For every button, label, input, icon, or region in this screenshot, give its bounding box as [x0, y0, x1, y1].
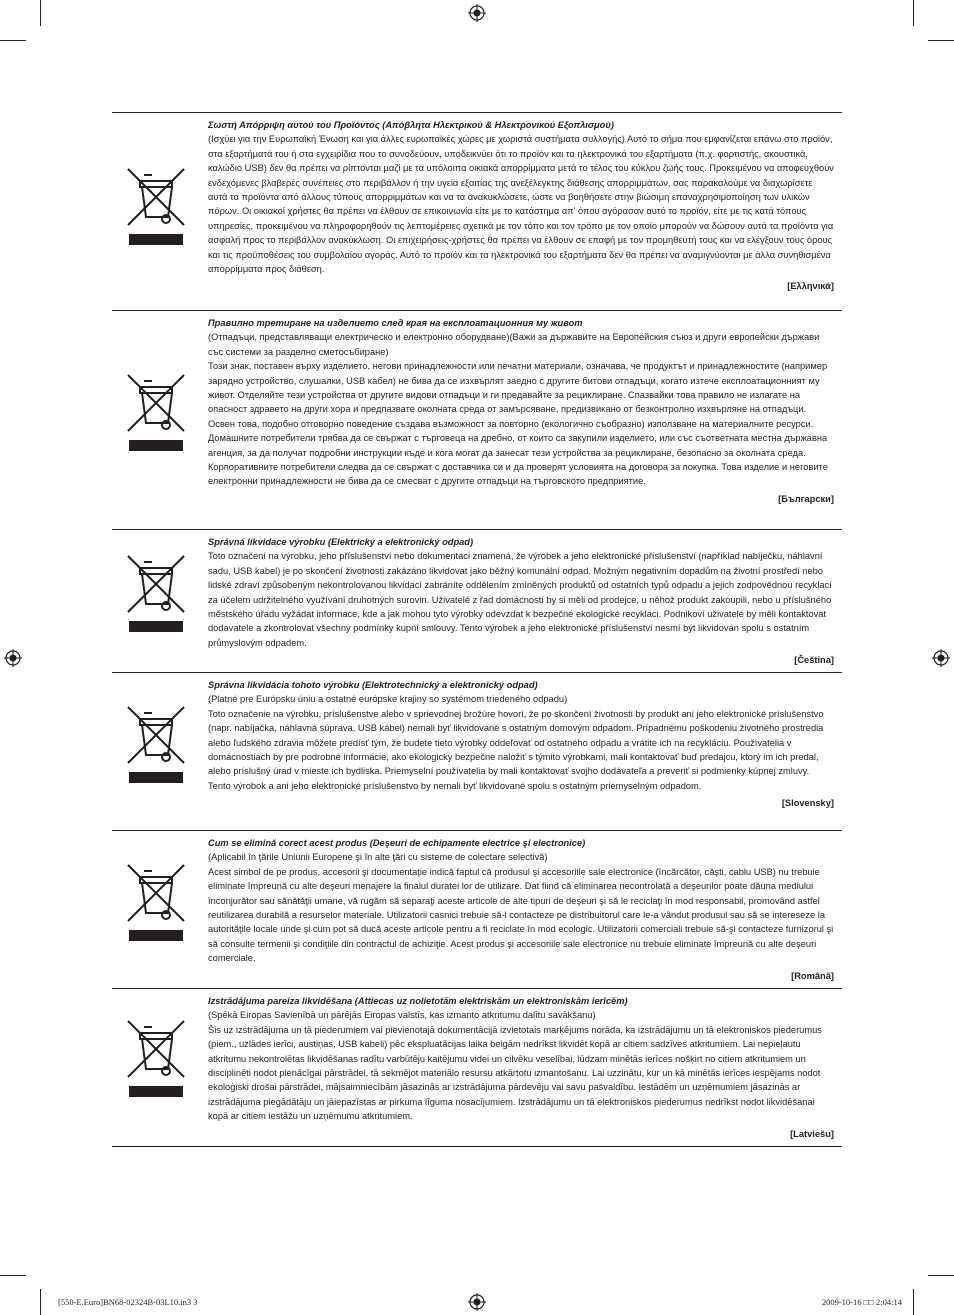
crossed-out-wheelie-bin-icon — [124, 165, 188, 229]
section-text — [208, 311, 842, 489]
crossed-out-wheelie-bin-icon — [124, 703, 188, 767]
crop-mark — [913, 1289, 914, 1315]
weee-icon — [124, 165, 188, 245]
weee-icon — [124, 703, 188, 783]
registration-mark-icon — [468, 4, 486, 22]
weee-icon — [124, 1017, 188, 1097]
black-bar — [129, 234, 183, 245]
section-body: (Ισχύει για την Ευρωπαϊκή Ένωση και για άλλες ευρωπαϊκές χώρες με χωριστά συστήματα συλλογής) Αυτό το σήμα που εμφανίζεται επάνω στο προϊόν, στα εξαρτήματά του ή στα εγχειρίδια που το συνοδεύουν, υποδεικνύει ότι το προϊόν και τα ηλεκτρονικά του εξαρτήματα (π.χ. φορτιστής, ακουστικά, καλώδιο USB) δεν θα πρέπει να ρίπτονται μαζί με τα υπόλοιπα οικιακά απορρίμματα μετά το τέλος του κύκλου ζωής τους. Προκειμένου να αποφευχθούν ενδεχόμενες βλαβερές συνέπειες στο περιβάλλον ή την υγεία εξαιτίας της ανεξέλεγκτης διάθεσης απορριμμάτων, σας παρακαλούμε να διαχωρίσετε αυτά τα προϊόντα από άλλους τύπους απορριμμάτων και να τα ανακυκλώσετε, ώστε να βοηθήσετε στην βιώσιμη επαναχρησιμοποίηση των υλικών πόρων. Οι οικιακοί χρήστες θα πρέπει να έλθουν σε επικοινωνία είτε με το κατάστημα απ' όπου αγόρασαν αυτό το προϊόν, είτε με τις κατά τόπους υπηρεσίες, προκειμένου να πληροφορηθούν τις λεπτομέρειες σχετικά με τον τόπο και τον τρόπο με τον οποίο μπορούν να δώσουν αυτά τα προϊόντα για ασφαλή προς το περιβάλλον ανακύκλωση. Οι επιχειρήσεις-χρήστες θα πρέπει να έλθουν σε επαφή με τον προμηθευτή τους και να ελέγξουν τους όρους και τις προϋποθέσεις του συμβολαίου αγοράς. Αυτό το προϊόν και τα ηλεκτρονικά του εξαρτήματα δεν θα πρέπει να αναμιγνύονται με άλλα συνηθισμένα απορρίμματα προς διάθεση. — [208, 134, 834, 275]
section-romanian — [112, 831, 842, 989]
registration-mark-icon — [932, 649, 950, 667]
section-text — [208, 113, 842, 276]
section-body-2: Toto označenie na výrobku, príslušenstve alebo v sprievodnej brožúre hovorí, že po skončení životnosti by produkt ani jeho elektronické príslušenstvo (napr. nabíjačka, náhlavná súprava, USB kábel) nemali byť likvidované s ostatným domovým odpadom. Prípadnému poškodeniu životného prostredia alebo ľudského zdravia môžete predísť tým, že budete tieto výrobky oddeľovať od ostatného odpadu a vrátite ich na recykláciu. Používatelia v domácnostiach by pre podrobné informácie, ako ekologicky bezpečne naložiť s týmito výrobkami, mali kontaktovať buď predajcu, ktorý im ich predal, alebo príslušný úrad v mieste ich bydliska. Priemyselní používatelia by mali kontaktovať svojho dodávateľa a preveriť si podmienky kúpnej zmluvy. Tento výrobok a ani jeho elektronické príslušenstvo by nemali byť likvidované spolu s ostatným priemyselným odpadom. — [208, 708, 824, 791]
section-title: Správná likvidace výrobku (Elektrický a elektronický odpad) — [208, 537, 474, 547]
footer-file-info: [550-E.Euro]BN68-02324B-03L10.in3 3 — [58, 1297, 198, 1307]
section-bulgarian — [112, 311, 842, 530]
language-label: [Български] — [778, 493, 834, 504]
weee-disposal-table — [112, 112, 842, 1147]
language-label: [Latviešu] — [790, 1128, 834, 1139]
section-greek — [112, 113, 842, 311]
crop-mark — [913, 0, 914, 26]
section-body: (Spēkā Eiropas Savienībā un pārējās Eiropas valstīs, kas izmanto atkritumu dalītu savākšanu) — [208, 1010, 596, 1021]
section-body: Toto označení na výrobku, jeho příslušenství nebo dokumentaci znamená, že výrobek a jeho elektronické příslušenství (například nabíječku, náhlavní sadu, USB kabel) je po skončení životnosti zakázáno likvidovat jako běžný komunální odpad. Možným negativním dopadům na životní prostředí nebo lidské zdraví způsobeným nekontrolovanou likvidací zabráníte oddělením zmíněných produktů od ostatních typů odpadu a jejich zodpovědnou recyklací za účelem udržitelného využívání druhotných surovin. Uživatelé z řad domácností by si měli od prodejce, u něhož produkt zakoupili, nebo u příslušného městského úřadu vyžádat informace, kde a jak mohou tyto výrobky odevzdat k bezpečné ekologické recyklaci. Podnikoví uživatelé by měli kontaktovat dodavatele a zkontrolovat všechny podmínky kupní smlouvy. Tento výrobek a jeho elektronické příslušenství nesmí být likvidován spolu s ostatním průmyslovým odpadem. — [208, 551, 832, 648]
section-body-2: Acest simbol de pe produs, accesorii şi documentaţie indică faptul că produsul şi accesoriile sale electronice (încărcător, căşti, cablu USB) nu trebuie eliminate împreună cu alte deşeuri menajere la finalul duratei lor de utilizare. Dat fiind că eliminarea necontrolată a deşeurilor poate dăuna mediului înconjurător sau sănătăţii umane, vă rugăm să separaţi aceste articole de alte tipuri de deşeuri şi să le reciclaţi în mod responsabil, promovând astfel reutilizarea durabilă a resurselor materiale. Utilizatorii casnici trebuie să-l contacteze pe distribuitorul care le-a vândut produsul sau să se intereseze la autorităţile locale unde şi cum pot să ducă aceste articole pentru a fi reciclate în mod ecologic. Utilizatorii comerciali trebuie să-şi contacteze furnizorul şi să consulte termenii şi condiţiile din contractul de achiziţie. Acest produs şi accesoriile sale electronice nu trebuie eliminate împreună cu alte deşeuri comerciale. — [208, 866, 834, 964]
section-czech — [112, 530, 842, 673]
black-bar — [129, 440, 183, 451]
crossed-out-wheelie-bin-icon — [124, 1017, 188, 1081]
section-text — [208, 530, 842, 650]
section-latvian — [112, 989, 842, 1147]
section-body-2: Този знак, поставен върху изделието, негови принадлежности или печатни материали, означава, че продуктът и принадлежностите (например зарядно устройство, слушалки, USB кабел) не бива да се изхвърлят заедно с другите битови отпадъци, когато изтече експлоатационният му живот. Отделяйте тези устройства от другите видови отпадъци и ги предавайте за рециклиране. Спазвайки това правило не излагате на опасност здравето на други хора и предпазвате околната среда от замърсяване, предизвикано от безконтролно изхвърляне на отпадъци. Освен това, подобно отговорно поведение създава възможност за повторно (екологично съобразно) използване на материалните ресурси. Домашните потребители трябва да се свържат с търговеца на дребно, от които са закупили изделието, или със съответната местна държавна агенция, за да получат подробни инструкции къде и кога могат да занесат тези устройства за рециклиране, безопасно за околната среда. Корпоративните потребители следва да се свържат с доставчика си и да проверят условията на договора за покупка. Това изделие и неговите електронни принадлежности не бива да се смесват с другите отпадъци на търговското предприятие. — [208, 361, 828, 487]
black-bar — [129, 621, 183, 632]
crop-mark — [40, 0, 41, 26]
section-title: Správna likvidácia tohoto výrobku (Elektrotechnický a elektronický odpad) — [208, 680, 538, 690]
registration-mark-icon — [468, 1293, 486, 1311]
language-label: [Slovensky] — [781, 798, 834, 809]
footer-timestamp: 2009-10-16 □□ 2:04:14 — [821, 1297, 902, 1307]
section-body-2: Šis uz izstrādājuma un tā piederumiem vai pievienotajā dokumentācijā izvietotais marķējums norāda, ka izstrādājumu un tā elektroniskos piederumus (piem., uzlādes ierīci, austiņas, USB kabeli) pēc ekspluatācijas laika beigām nedrīkst likvidēt kopā ar citiem sadzīves atkritumiem. Lai nepieļautu atkritumu nekontrolētas likvidēšanas radītu varbūtēju kaitējumu videi un cilvēku veselībai, lūdzam minētās ierīces nošķirt no citiem atkritumiem un disciplinēti nodot pienācīgai pārstrādei, tā sekmējot materiālo resursu atkārtotu izmantošanu. Lai uzzinātu, kur un kā minētās ierīces iespējams nodot ekoloģiski drošai pārstrādei, mājsaimniecībām jāsazinās ar izstrādājuma pārdevēju vai savu pašvaldību. Iestādēm un uzņēmumiem jāsazinās ar izstrādājuma piegādātāju un jāiepazīstas ar pirkuma līguma nosacījumiem. Izstrādājumu un tā elektroniskos piederumus nedrīkst nodot likvidēšanai kopā ar citiem iestāžu un uzņēmumu atkritumiem. — [208, 1024, 822, 1122]
section-title: Правилно третиране на изделието след края на експлоатационния му живот — [208, 318, 583, 328]
section-text — [208, 989, 842, 1124]
section-text — [208, 831, 842, 966]
section-slovak — [112, 673, 842, 831]
section-body: (Aplicabil în ţările Uniunii Europene şi în alte ţări cu sisteme de colectare selectivă) — [208, 852, 548, 863]
section-title: Izstrādājuma pareiza likvidēšana (Attiecas uz nolietotām elektriskām un elektroniskām ierīcēm) — [208, 996, 628, 1006]
crossed-out-wheelie-bin-icon — [124, 552, 188, 616]
section-title: Cum se elimină corect acest produs (Deşeuri de echipamente electrice şi electronice) — [208, 838, 586, 848]
crop-mark — [0, 1275, 26, 1276]
black-bar — [129, 930, 183, 941]
crop-mark — [40, 1289, 41, 1315]
black-bar — [129, 1086, 183, 1097]
crop-mark — [928, 40, 954, 41]
crossed-out-wheelie-bin-icon — [124, 371, 188, 435]
section-body: (Отпадъци, представляващи електрическо и електронно оборудване)(Важи за държавите на Европейския съюз и други европейски държави със системи за разделно сметосъбиране) — [208, 332, 820, 357]
language-label: [Čeština] — [794, 655, 834, 666]
crop-mark — [0, 40, 26, 41]
section-text — [208, 673, 842, 793]
language-label: [Română] — [791, 970, 834, 981]
section-title: Σωστή Απόρριψη αυτού του Προϊόντος (Απόβλητα Ηλεκτρικού & Ηλεκτρονικού Εξοπλισμού) — [208, 120, 614, 130]
language-label: [Ελληνικά] — [787, 281, 834, 292]
weee-icon — [124, 371, 188, 451]
weee-icon — [124, 552, 188, 632]
registration-mark-icon — [4, 649, 22, 667]
black-bar — [129, 772, 183, 783]
weee-icon — [124, 861, 188, 941]
section-body: (Platné pre Európsku úniu a ostatné európske krajiny so systémom triedeného odpadu) — [208, 694, 568, 705]
crop-mark — [928, 1275, 954, 1276]
crossed-out-wheelie-bin-icon — [124, 861, 188, 925]
